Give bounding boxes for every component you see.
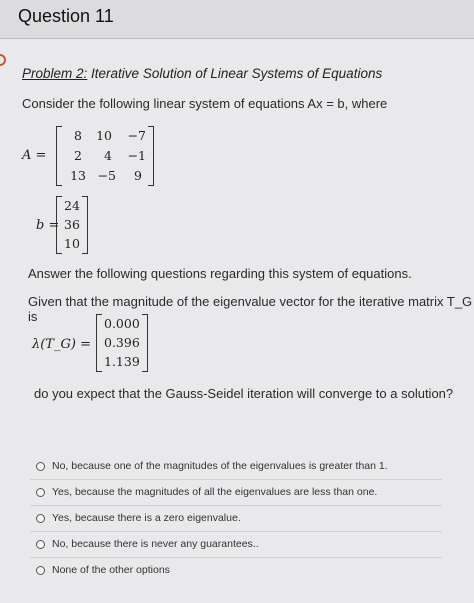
radio-button[interactable]	[36, 488, 45, 497]
eigen-label: λ(T_G) =	[32, 337, 91, 352]
matrix-a-cell: 9	[134, 168, 142, 183]
answer-option-label[interactable]: No, because one of the magnitudes of the eigenvalues is greater than 1.	[52, 460, 388, 472]
matrix-a-cell: 4	[104, 148, 112, 163]
matrix-a-cell: 10	[96, 128, 112, 143]
matrix-a-right-bracket	[148, 126, 154, 186]
matrix-a	[56, 126, 154, 186]
answer-option[interactable]	[22, 480, 442, 506]
answer-option[interactable]	[22, 532, 442, 558]
matrix-a-cell: −5	[97, 168, 116, 183]
problem-title: Iterative Solution of Linear Systems of Equations	[91, 66, 383, 81]
eigen-cell: 0.000	[104, 316, 140, 331]
radio-button[interactable]	[36, 462, 45, 471]
flag-icon[interactable]	[0, 54, 6, 66]
eigen-cell: 1.139	[104, 354, 140, 369]
matrix-a-cell: −7	[127, 128, 146, 143]
problem-label: Problem 2:	[22, 66, 88, 81]
matrix-a-cell: −1	[127, 148, 146, 163]
answer-option[interactable]	[22, 506, 442, 532]
prompt-text-1: Answer the following questions regarding this system of equations.	[28, 266, 412, 281]
answer-option-label[interactable]: Yes, because the magnitudes of all the eigenvalues are less than one.	[52, 486, 378, 498]
vector-b-cell: 36	[64, 217, 80, 232]
question-header	[0, 0, 474, 39]
eigen-vector	[96, 314, 148, 372]
answer-option[interactable]	[22, 454, 442, 480]
matrix-a-cell: 13	[70, 168, 86, 183]
vector-b-cell: 24	[64, 198, 80, 213]
vector-b-label: b =	[36, 218, 60, 233]
intro-text: Consider the following linear system of equations Ax = b, where	[22, 96, 388, 111]
vector-b-cell: 10	[64, 236, 80, 251]
vector-b-left-bracket	[56, 196, 62, 254]
radio-button[interactable]	[36, 514, 45, 523]
matrix-a-label: A =	[22, 148, 47, 163]
radio-button[interactable]	[36, 540, 45, 549]
matrix-a-cell: 8	[74, 128, 82, 143]
matrix-a-cell: 2	[74, 148, 82, 163]
eigen-left-bracket	[96, 314, 102, 372]
eigen-right-bracket	[142, 314, 148, 372]
vector-b	[56, 196, 88, 254]
vector-b-right-bracket	[82, 196, 88, 254]
answer-option[interactable]	[22, 558, 442, 584]
answer-option-label[interactable]: Yes, because there is a zero eigenvalue.	[52, 512, 241, 524]
problem-heading	[22, 66, 382, 81]
answer-option-label[interactable]: No, because there is never any guarantees..	[52, 538, 259, 550]
prompt-text-2: Given that the magnitude of the eigenvalue vector for the iterative matrix T_G is	[28, 294, 473, 324]
answer-option-label[interactable]: None of the other options	[52, 564, 170, 576]
eigen-cell: 0.396	[104, 335, 140, 350]
question-title: Question 11	[18, 6, 114, 26]
question-text: do you expect that the Gauss-Seidel iteration will converge to a solution?	[34, 386, 454, 401]
radio-button[interactable]	[36, 566, 45, 575]
